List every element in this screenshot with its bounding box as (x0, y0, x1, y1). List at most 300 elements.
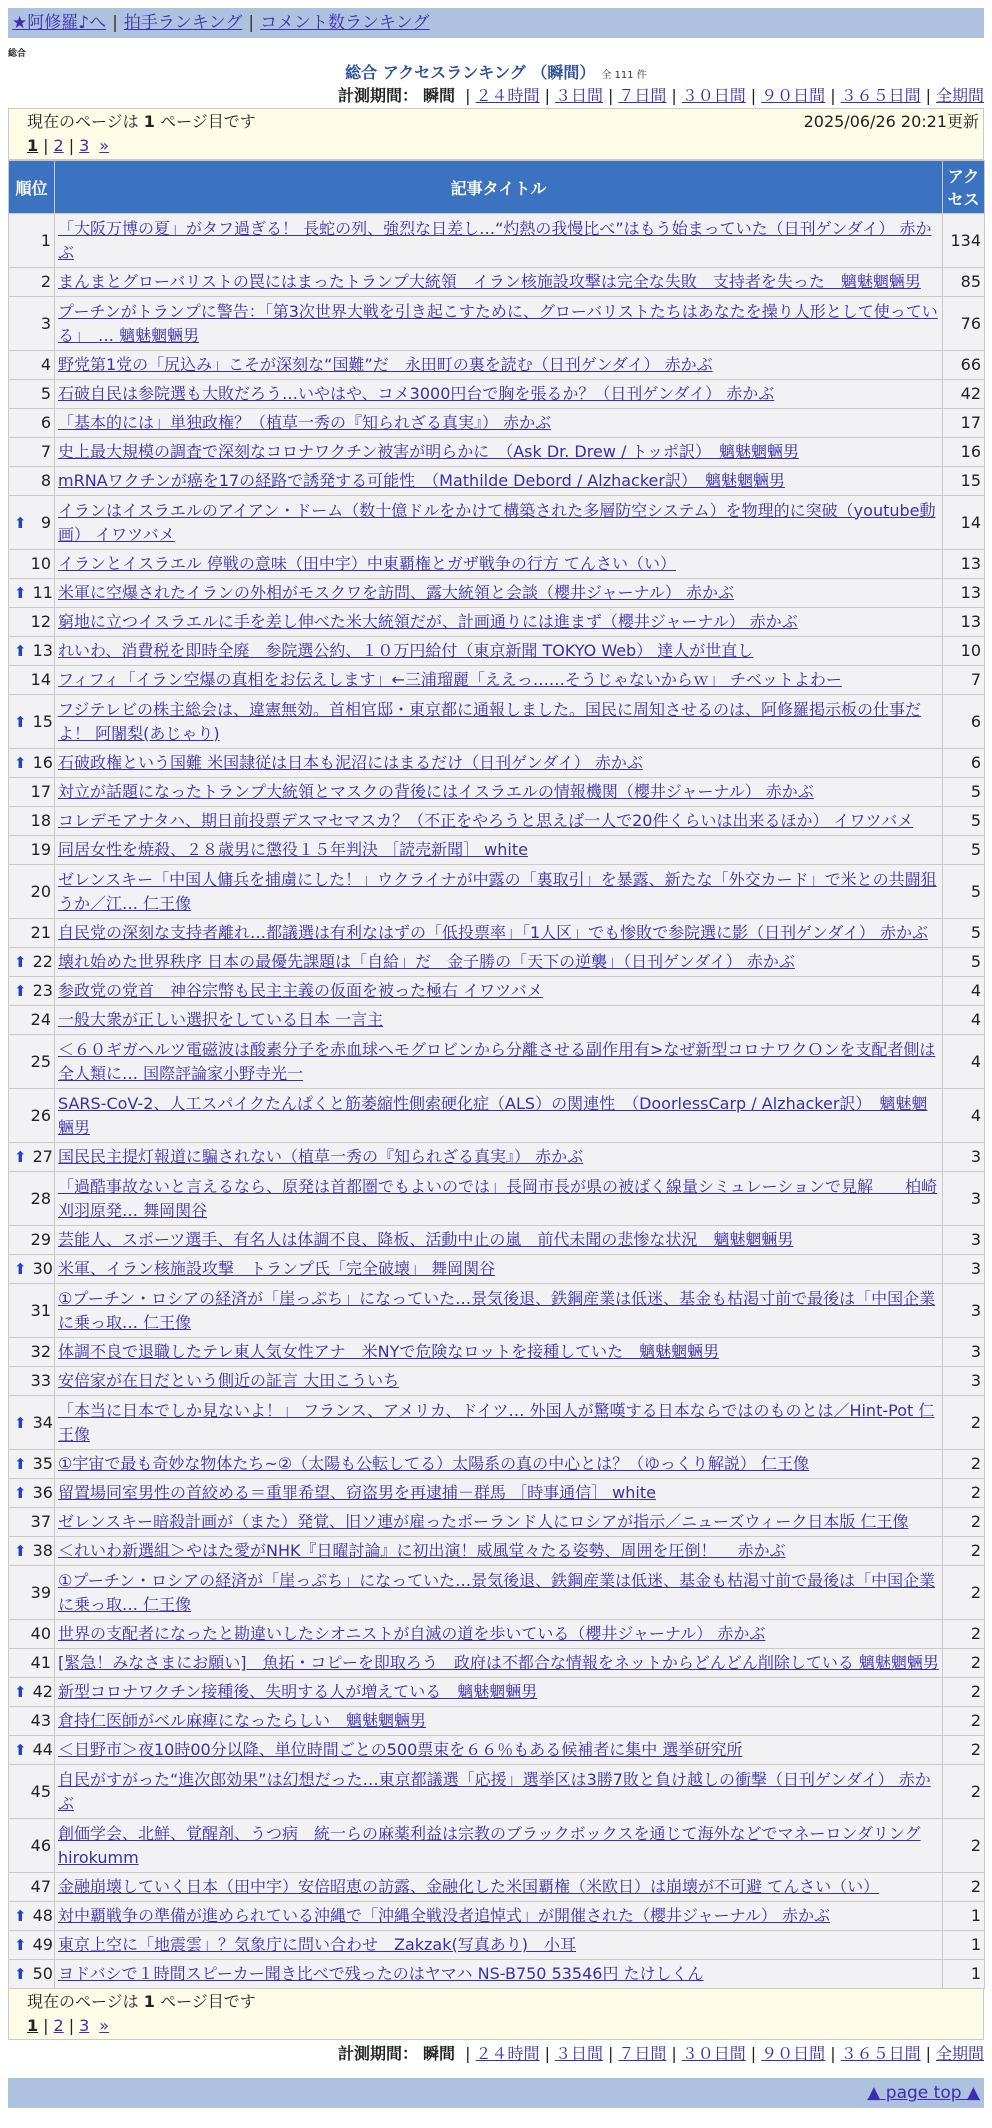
rank-number: 1 (40, 230, 51, 250)
access-count: 6 (943, 695, 985, 749)
pager-top (8, 108, 984, 160)
article-title-link[interactable]: 留置場同室男性の首絞める＝重罪希望、窃盗男を再逮捕－群馬 ［時事通信］ white (58, 1483, 656, 1502)
table-row (9, 1338, 985, 1367)
article-title-link[interactable]: 倉持仁医師がベル麻痺になったらしい 魑魅魍魎男 (58, 1711, 427, 1730)
title-cell (55, 1172, 943, 1226)
rank-cell (9, 1620, 55, 1649)
article-title-link[interactable]: ①プーチン・ロシアの経済が「崖っぷち」になっていた…景気後退、鉄鋼産業は低迷、基金も枯渇寸前で最後は「中国企業に乗っ取… 仁王像 (58, 1570, 936, 1614)
article-title-link[interactable]: 創価学会、北鮮、覚醒剤、うつ病 統一らの麻薬利益は宗教のブラックボックスを通じて海外などでマネーロンダリング hirokumm (58, 1823, 921, 1867)
comment-ranking-link[interactable]: コメント数ランキング (260, 13, 430, 33)
rank-number: 21 (30, 923, 51, 942)
rank-number: 13 (32, 641, 53, 660)
arrow-up-icon: ⬆ (14, 1965, 27, 1983)
article-title-link[interactable]: ＜日野市＞夜10時00分以降、単位時間ごとの500票束を６６％もある候補者に集中 選挙研究所 (58, 1740, 743, 1759)
rank-number: 16 (32, 753, 53, 772)
article-title-link[interactable]: ゼレンスキー暗殺計画が（また）発覚、旧ソ連が雇ったポーランド人にロシアが指示／ニューズウィーク日本版 仁王像 (58, 1512, 909, 1531)
article-title-link[interactable]: ①プーチン・ロシアの経済が「崖っぷち」になっていた…景気後退、鉄鋼産業は低迷、基金も枯渇寸前で最後は「中国企業に乗っ取… 仁王像 (58, 1288, 936, 1332)
table-row (9, 919, 985, 948)
period-separator: | (830, 2044, 836, 2063)
title-cell (55, 778, 943, 807)
period-separator: | (607, 86, 614, 105)
page-info-prefix: 現在のページは (27, 1992, 139, 2011)
page-separator: | (43, 2016, 49, 2035)
rank-cell (9, 1172, 55, 1226)
rank-cell (9, 977, 55, 1006)
table-row (9, 438, 985, 467)
table-row (9, 1765, 985, 1819)
rank-cell (9, 1931, 55, 1960)
title-cell (55, 1736, 943, 1765)
table-row (9, 351, 985, 380)
article-title-link[interactable]: 体調不良で退職したテレ東人気女性アナ 米NYで危険なロットを接種していた 魑魅魍魎男 (58, 1342, 720, 1361)
article-title-link[interactable]: 参政党の党首 神谷宗幣も民主主義の仮面を被った極右 イワツバメ (58, 981, 543, 1000)
rank-number: 3 (40, 313, 51, 333)
rank-cell (9, 579, 55, 608)
article-title-link[interactable]: 金融崩壊していく日本（田中宇）安倍昭恵の訪露、金融化した米国覇権（米欧日）は崩壊が不可避 てんさい（い） (58, 1877, 880, 1896)
rank-cell (9, 1367, 55, 1396)
rank-cell (9, 1707, 55, 1736)
access-count: 2 (943, 1819, 985, 1873)
page-links (27, 134, 965, 159)
page-link-1[interactable]: 1 (27, 136, 39, 155)
article-title-link[interactable]: 野党第1党の「尻込み」こそが深刻な“国難”だ 永田町の裏を読む（日刊ゲンダイ） 赤かぶ (58, 355, 713, 374)
period-option-link[interactable]: ７日間 (618, 2044, 667, 2063)
rank-cell (9, 1284, 55, 1338)
rank-cell (9, 695, 55, 749)
article-title-link[interactable]: まんまとグローバリストの罠にはまったトランプ大統領 イラン核施設攻撃は完全な失敗 支持者を失った 魑魅魍魎男 (58, 272, 921, 291)
table-header-row (9, 161, 985, 214)
article-title-link[interactable]: ゼレンスキー「中国人傭兵を捕虜にした！」ウクライナが中露の「裏取引」を暴露、新たな「外交カード」で米との共闘狙うか／江… 仁王像 (58, 869, 937, 913)
article-title-link[interactable]: 石破政権という国難 米国隷従は日本も泥沼にはまるだけ（日刊ゲンダイ） 赤かぶ (58, 753, 643, 772)
article-title-link[interactable]: 「本当に日本でしか見ないよ！」 フランス、アメリカ、ドイツ… 外国人が驚嘆する日本ならではのものとは／Hint-Pot 仁王像 (58, 1400, 935, 1444)
access-count: 2 (943, 1620, 985, 1649)
title-cell (55, 1537, 943, 1566)
rank-cell (9, 1479, 55, 1508)
arrow-up-icon: ⬆ (14, 1683, 27, 1701)
rank-cell (9, 214, 55, 268)
title-cell (55, 1960, 943, 1989)
rank-cell (9, 1765, 55, 1819)
page-link-2[interactable]: 2 (53, 2016, 64, 2035)
title-cell (55, 1873, 943, 1902)
table-row (9, 749, 985, 778)
rank-column-header: 順位 (9, 161, 55, 214)
table-row (9, 1450, 985, 1479)
title-cell (55, 1566, 943, 1620)
access-count: 5 (943, 807, 985, 836)
article-title-link[interactable]: SARS-CoV-2、人工スパイクたんぱくと筋萎縮性側索硬化症（ALS）の関連性 （DoorlessCarp / Alzhacker訳） 魑魅魍魎男 (58, 1093, 928, 1137)
article-title-link[interactable]: 自民がすがった“進次郎効果”は幻想だった…東京都議選「応援」選挙区は3勝7敗と負け越しの衝撃（日刊ゲンダイ） 赤かぶ (58, 1769, 931, 1813)
rank-number: 10 (30, 554, 51, 573)
rank-number: 39 (30, 1582, 51, 1602)
arrow-up-icon: ⬆ (14, 1455, 27, 1473)
table-row (9, 1396, 985, 1450)
table-row (9, 1931, 985, 1960)
access-count: 66 (943, 351, 985, 380)
period-option-link[interactable]: ３６５日間 (840, 2044, 921, 2063)
title-cell (55, 836, 943, 865)
article-title-link[interactable]: 石破自民は参院選も大敗だろう…いやはや、コメ3000円台で胸を張るか？（日刊ゲンダイ） 赤かぶ (58, 384, 775, 403)
title-cell (55, 666, 943, 695)
title-cell (55, 351, 943, 380)
page-top-link[interactable]: ▲ page top ▲ (867, 2083, 980, 2103)
rank-number: 12 (30, 612, 51, 631)
table-row (9, 1960, 985, 1989)
page-separator: | (43, 136, 49, 155)
rank-number: 15 (32, 711, 53, 731)
arrow-up-icon: ⬆ (14, 1413, 27, 1432)
title-cell (55, 1678, 943, 1707)
access-count: 13 (943, 579, 985, 608)
access-count: 7 (943, 666, 985, 695)
period-separator: | (607, 2044, 614, 2063)
title-cell (55, 1396, 943, 1450)
table-row (9, 1649, 985, 1678)
rank-cell (9, 550, 55, 579)
article-title-link[interactable]: プーチンがトランプに警告：「第3次世界大戦を引き起こすために、グローバリストたちはあなたを操り人形として使っている」 … 魑魅魍魎男 (58, 301, 938, 345)
title-cell (55, 1226, 943, 1255)
title-cell (55, 380, 943, 409)
article-title-link[interactable]: イランとイスラエル 停戦の意味（田中宇）中東覇権とガザ戦争の行方 てんさい（い） (58, 554, 677, 573)
nav-separator: | (112, 13, 118, 33)
table-row (9, 1479, 985, 1508)
rank-number: 44 (32, 1740, 53, 1759)
table-row (9, 865, 985, 919)
title-cell (55, 1765, 943, 1819)
rank-cell (9, 807, 55, 836)
table-row (9, 778, 985, 807)
rank-cell (9, 467, 55, 496)
table-row (9, 977, 985, 1006)
page-separator: | (68, 136, 75, 155)
access-count: 2 (943, 1678, 985, 1707)
title-cell (55, 1143, 943, 1172)
article-title-link[interactable]: 東京上空に「地震雲」？気象庁に問い合わせ Zakzak(写真あり) 小耳 (58, 1935, 576, 1954)
rank-cell (9, 1089, 55, 1143)
period-selector-top (8, 84, 984, 108)
table-row (9, 268, 985, 297)
table-row (9, 1255, 985, 1284)
access-count: 2 (943, 1765, 985, 1819)
rank-cell (9, 1338, 55, 1367)
title-column-header: 記事タイトル (55, 161, 943, 214)
article-title-link[interactable]: 対中覇戦争の準備が進められている沖縄で「沖縄全戦没者追悼式」が開催された（櫻井ジャーナル） 赤かぶ (58, 1906, 830, 1925)
page-info (27, 1989, 965, 2014)
period-option-link[interactable]: 全期間 (935, 2044, 984, 2063)
period-option-link[interactable]: ３０日間 (681, 86, 746, 105)
table-row (9, 1873, 985, 1902)
nav-separator: | (248, 13, 255, 33)
title-cell (55, 297, 943, 351)
title-cell (55, 1931, 943, 1960)
rank-cell (9, 1902, 55, 1931)
rank-cell (9, 1255, 55, 1284)
article-title-link[interactable]: 自民党の深刻な支持者離れ…都議選は有利なはずの「低投票率」「1人区」でも惨敗で参院選に影（日刊ゲンダイ） 赤かぶ (58, 923, 928, 942)
table-row (9, 1902, 985, 1931)
access-count: 3 (943, 1284, 985, 1338)
rank-number: 2 (40, 272, 51, 291)
article-title-link[interactable]: れいわ、消費税を即時全廃 参院選公約、１０万円給付（東京新聞 TOKYO Web） 達人が世直し (58, 641, 754, 660)
article-title-link[interactable]: 「過酷事故ないと言えるなら、原発は首都圏でもよいのでは」長岡市長が県の被ばく線量シミュレーションで見解 柏崎刈羽原発… 舞岡関谷 (58, 1176, 938, 1220)
title-cell (55, 948, 943, 977)
rank-cell (9, 1873, 55, 1902)
rank-number: 18 (30, 811, 51, 830)
period-separator: | (671, 86, 677, 105)
access-count: 2 (943, 1537, 985, 1566)
access-count: 1 (943, 1931, 985, 1960)
rank-number: 17 (30, 782, 51, 801)
page-link-3[interactable]: 3 (79, 2016, 90, 2035)
rank-number: 26 (30, 1105, 51, 1125)
rank-number: 42 (32, 1682, 53, 1701)
title-cell (55, 579, 943, 608)
rank-number: 6 (40, 413, 51, 432)
next-page-link[interactable]: » (99, 2016, 110, 2035)
arrow-up-icon: ⬆ (14, 1484, 27, 1502)
rank-cell (9, 836, 55, 865)
article-title-link[interactable]: 芸能人、スポーツ選手、有名人は体調不良、降板、活動中止の嵐 前代未聞の悲惨な状況 魑魅魍魎男 (58, 1230, 794, 1249)
rank-cell (9, 865, 55, 919)
rank-number: 36 (32, 1483, 53, 1502)
access-count: 3 (943, 1367, 985, 1396)
article-title-link[interactable]: 安倍家が在日だという側近の証言 大田こういち (58, 1371, 400, 1390)
rank-cell (9, 1143, 55, 1172)
title-cell (55, 1479, 943, 1508)
rank-cell (9, 268, 55, 297)
article-title-link[interactable]: 壊れ始めた世界秩序 日本の最優先課題は「自給」だ 金子勝の「天下の逆襲」（日刊ゲンダイ） 赤かぶ (58, 952, 795, 971)
article-title-link[interactable]: 米軍、イラン核施設攻撃 トランプ氏「完全破壊」 舞岡関谷 (58, 1259, 496, 1278)
title-cell (55, 550, 943, 579)
title-cell (55, 1367, 943, 1396)
table-row (9, 496, 985, 550)
period-option-link[interactable]: ９０日間 (761, 2044, 826, 2063)
period-label: 計測期間： (337, 2044, 418, 2063)
title-cell (55, 1902, 943, 1931)
title-cell (55, 1255, 943, 1284)
ranking-table (8, 160, 985, 1989)
article-title-link[interactable]: 窮地に立つイスラエルに手を差し伸べた米大統領だが、計画通りには進まず（櫻井ジャーナル） 赤かぶ (58, 612, 798, 631)
article-title-link[interactable]: フィフィ「イラン空爆の真相をお伝えします」←三浦瑠麗「ええっ……そうじゃないからｗ」 チベットよわー (58, 670, 842, 689)
access-count: 2 (943, 1707, 985, 1736)
period-option-link[interactable]: ３６５日間 (840, 86, 921, 105)
article-title-link[interactable]: 「大阪万博の夏」がタフ過ぎる！ 長蛇の列、強烈な日差し…“灼熱の我慢比べ”はもう始まっていた（日刊ゲンダイ） 赤かぶ (58, 218, 932, 262)
article-title-link[interactable]: 一般大衆が正しい選択をしている日本 一言主 (58, 1010, 384, 1029)
rank-cell (9, 1649, 55, 1678)
rank-cell (9, 778, 55, 807)
rank-number: 23 (32, 981, 53, 1000)
article-title-link[interactable]: mRNAワクチンが癌を17の経路で誘発する可能性 （Mathilde Debord / Alzhacker訳） 魑魅魍魎男 (58, 471, 785, 490)
period-separator: | (750, 2044, 757, 2063)
rank-number: 34 (32, 1412, 53, 1432)
rank-cell (9, 351, 55, 380)
period-option-link[interactable]: ３０日間 (681, 2044, 746, 2063)
period-label: 計測期間： (337, 86, 418, 105)
page-info-prefix: 現在のページは (27, 112, 139, 131)
title-cell (55, 268, 943, 297)
current-page-number: 1 (143, 112, 155, 131)
period-separator: | (544, 2044, 550, 2063)
article-title-link[interactable]: ＜６０ギガヘルツ電磁波は酸素分子を赤血球ヘモグロビンから分離させる副作用有>なぜ新型コロナワクＯンを支配者側は全人類に… 国際評論家小野寺光一 (58, 1039, 936, 1083)
article-title-link[interactable]: 国民民主提灯報道に騙されない（植草一秀の『知られざる真実』） 赤かぶ (58, 1147, 584, 1166)
title-cell (55, 919, 943, 948)
title-cell (55, 1819, 943, 1873)
rank-cell (9, 948, 55, 977)
page-link-2[interactable]: 2 (53, 136, 64, 155)
article-title-link[interactable]: 米軍に空爆されたイランの外相がモスクワを訪問、露大統領と会談（櫻井ジャーナル） 赤かぶ (58, 583, 734, 602)
access-column-header: アクセス (943, 161, 985, 214)
rank-number: 14 (30, 670, 51, 689)
rank-number: 27 (32, 1147, 53, 1166)
page-info-suffix: ページ目です (160, 1992, 256, 2011)
access-count: 1 (943, 1902, 985, 1931)
page-link-3[interactable]: 3 (79, 136, 90, 155)
page-title (8, 62, 984, 84)
article-title-link[interactable]: イランはイスラエルのアイアン・ドーム（数十億ドルをかけて構築された多層防空システム）を物理的に突破（youtube動画） イワツバメ (58, 500, 936, 544)
access-count: 2 (943, 1873, 985, 1902)
table-row (9, 1819, 985, 1873)
table-row (9, 1143, 985, 1172)
table-row (9, 1172, 985, 1226)
rank-cell (9, 637, 55, 666)
rank-number: 48 (32, 1906, 53, 1925)
period-separator: | (925, 86, 931, 105)
rank-cell (9, 380, 55, 409)
access-count: 2 (943, 1450, 985, 1479)
period-selector-bottom (8, 2042, 984, 2066)
rank-number: 28 (30, 1188, 51, 1208)
article-title-link[interactable]: フジテレビの株主総会は、違憲無効。首相官邸・東京都に通報しました。国民に周知させるのは、阿修羅掲示板の仕事だよ！ 阿闍梨(あじゃり) (58, 699, 922, 743)
access-count: 5 (943, 836, 985, 865)
article-title-link[interactable]: 同居女性を焼殺、２８歳男に懲役１５年判決 ［読売新聞］ white (58, 840, 528, 859)
title-cell (55, 1508, 943, 1537)
next-page-link[interactable]: » (99, 136, 110, 155)
article-title-link[interactable]: ＜れいわ新選組＞やはた愛がNHK『日曜討論』に初出演！威風堂々たる姿勢、周囲を圧倒！ 赤かぶ (58, 1541, 786, 1560)
updated-time: 2025/06/26 20:21更新 (803, 112, 979, 131)
title-cell (55, 1035, 943, 1089)
arrow-up-icon: ⬆ (14, 1907, 27, 1925)
title-cell (55, 608, 943, 637)
access-count: 3 (943, 1172, 985, 1226)
rank-cell (9, 1566, 55, 1620)
title-cell (55, 1707, 943, 1736)
access-count: 2 (943, 1508, 985, 1537)
period-option-link[interactable]: ２４時間 (475, 86, 540, 105)
period-separator: | (830, 86, 836, 105)
arrow-up-icon: ⬆ (14, 1936, 27, 1954)
page-link-1[interactable]: 1 (27, 2016, 39, 2035)
rank-number: 33 (30, 1371, 51, 1390)
article-title-link[interactable]: 「基本的には」単独政権？（植草一秀の『知られざる真実』） 赤かぶ (58, 413, 552, 432)
rank-number: 9 (40, 512, 51, 532)
rank-cell (9, 1226, 55, 1255)
period-option-link[interactable]: ３日間 (554, 86, 603, 105)
rank-number: 35 (32, 1454, 53, 1473)
rank-number: 49 (32, 1935, 53, 1954)
access-count: 5 (943, 919, 985, 948)
rank-cell (9, 1508, 55, 1537)
rank-cell (9, 438, 55, 467)
article-title-link[interactable]: コレデモアナタハ、期日前投票デスマセマスカ？（不正をやろうと思えば一人で20件くらいは出来るほか） イワツバメ (58, 811, 914, 830)
article-title-link[interactable]: 史上最大規模の調査で深刻なコロナワクチン被害が明らかに （Ask Dr. Drew / トッポ訳） 魑魅魍魎男 (58, 442, 799, 461)
rank-cell (9, 919, 55, 948)
period-options (460, 2044, 984, 2063)
table-row (9, 1678, 985, 1707)
rank-cell (9, 749, 55, 778)
title-cell (55, 214, 943, 268)
rank-number: 46 (30, 1835, 51, 1855)
top-nav-bar (8, 8, 984, 38)
arrow-up-icon: ⬆ (14, 712, 27, 731)
period-option-link[interactable]: ７日間 (618, 86, 667, 105)
arrow-up-icon: ⬆ (14, 642, 27, 660)
access-count: 1 (943, 1960, 985, 1989)
period-separator: | (671, 2044, 677, 2063)
table-row (9, 1508, 985, 1537)
table-row (9, 1006, 985, 1035)
access-count: 16 (943, 438, 985, 467)
period-option-link[interactable]: ２４時間 (475, 2044, 540, 2063)
current-page-number: 1 (143, 1992, 155, 2011)
access-count: 4 (943, 977, 985, 1006)
article-title-link[interactable]: 新型コロナワクチン接種後、失明する人が増えている 魑魅魍魎男 (58, 1682, 538, 1701)
access-count: 3 (943, 1226, 985, 1255)
table-row (9, 836, 985, 865)
title-cell (55, 865, 943, 919)
title-cell (55, 1620, 943, 1649)
rank-cell (9, 1678, 55, 1707)
access-count: 13 (943, 550, 985, 579)
home-link[interactable]: ★阿修羅♪へ (12, 13, 107, 33)
period-separator: | (465, 86, 471, 105)
rank-cell (9, 1736, 55, 1765)
rank-number: 29 (30, 1230, 51, 1249)
table-row (9, 380, 985, 409)
period-separator: | (925, 2044, 931, 2063)
page-separator: | (68, 2016, 75, 2035)
access-count: 2 (943, 1566, 985, 1620)
access-count: 5 (943, 948, 985, 977)
clap-ranking-link[interactable]: 拍手ランキング (123, 13, 243, 33)
period-option-link[interactable]: ３日間 (554, 2044, 603, 2063)
access-count: 2 (943, 1479, 985, 1508)
access-count: 42 (943, 380, 985, 409)
period-option-link[interactable]: ９０日間 (761, 86, 826, 105)
article-title-link[interactable]: ヨドバシで１時間スピーカー聞き比べで残ったのはヤマハ NS-B750 53546円 たけしくん (58, 1964, 704, 1983)
article-title-link[interactable]: 対立が話題になったトランプ大統領とマスクの背後にはイスラエルの情報機関（櫻井ジャーナル） 赤かぶ (58, 782, 814, 801)
period-separator: | (544, 86, 550, 105)
article-title-link[interactable]: ①宇宙で最も奇妙な物体たち~②（太陽も公転してる）太陽系の真の中心とは？（ゆっくり解説） 仁王像 (58, 1454, 810, 1473)
article-title-link[interactable]: 世界の支配者になったと勘違いしたシオニストが自滅の道を歩いている（櫻井ジャーナル） 赤かぶ (58, 1624, 766, 1643)
period-option-link[interactable]: 全期間 (935, 86, 984, 105)
table-row (9, 1035, 985, 1089)
article-title-link[interactable]: [緊急！みなさまにお願い] 魚拓・コピーを即取ろう 政府は不都合な情報をネットからどんどん削除している 魑魅魍魎男 (58, 1653, 939, 1672)
rank-cell (9, 496, 55, 550)
access-count: 76 (943, 297, 985, 351)
page-links (27, 2014, 965, 2039)
rank-number: 20 (30, 881, 51, 901)
title-cell (55, 438, 943, 467)
table-row (9, 666, 985, 695)
rank-number: 47 (30, 1877, 51, 1896)
rank-number: 24 (30, 1010, 51, 1029)
rank-number: 32 (30, 1342, 51, 1361)
access-count: 3 (943, 1143, 985, 1172)
category-label: 総合 (8, 49, 27, 59)
table-row (9, 637, 985, 666)
title-cell (55, 467, 943, 496)
rank-number: 22 (32, 952, 53, 971)
table-row (9, 1367, 985, 1396)
